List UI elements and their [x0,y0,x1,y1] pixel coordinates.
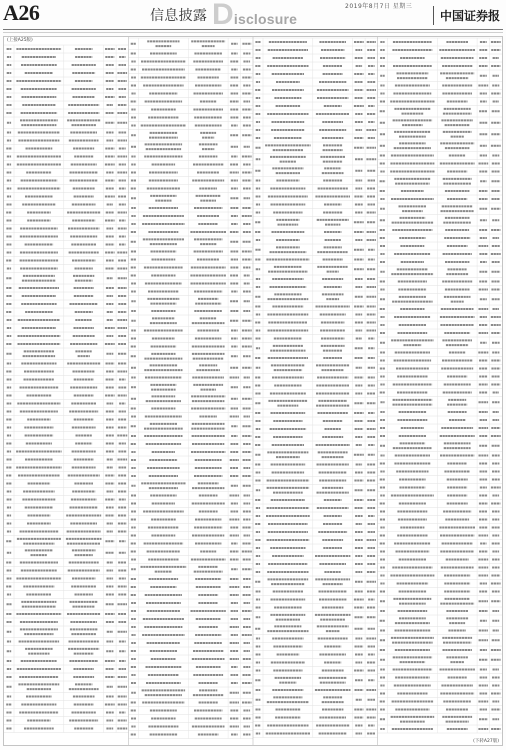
header-rule-thin [3,32,503,33]
logo-divider [433,6,434,25]
newspaper-logo: 中国证券报 [440,9,501,23]
continued-to-note: (下转A27版) [473,739,499,744]
header-rule [3,29,503,30]
section-title: 信息披露 [150,8,208,24]
section-title-english: Disclosure [212,0,298,31]
issue-date: 2019年8月7日 星期三 [345,3,413,10]
page-number: A26 [3,0,40,25]
continued-from-note: (上接A25版) [7,38,33,43]
disclosure-table [3,36,503,746]
table-grid [4,37,502,745]
